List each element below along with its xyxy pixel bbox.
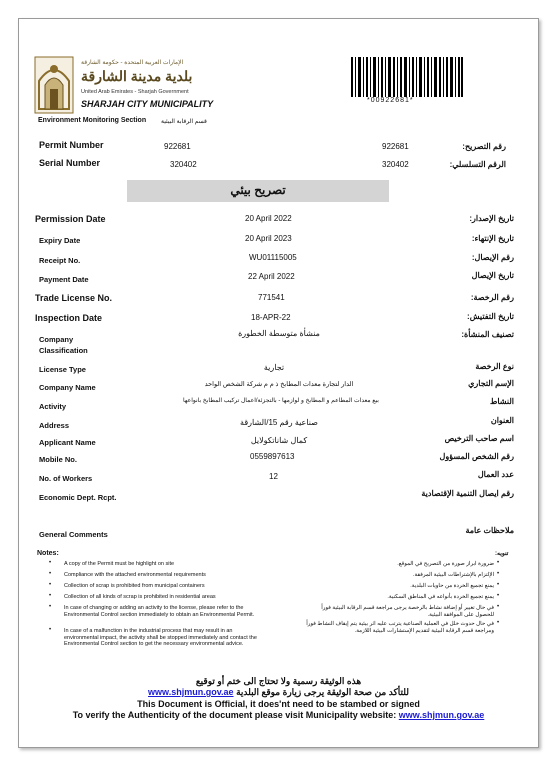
footer-verify-ar-text: للتأكد من صحة الوثيقة يرجى زيارة موقع البلدية — [236, 687, 409, 697]
activity-label: Activity — [39, 402, 67, 411]
municipality-logo-icon — [33, 53, 75, 115]
note-ar-item: في حال تغيير أو إضافة نشاط بالرخصة يرجى مراجعة قسم الرقابة البيئية فوراً للحصول على الموافقة البيئية. — [321, 605, 494, 618]
no-of-workers-label: No. of Workers — [39, 474, 93, 483]
note-bullet-icon: • — [497, 604, 500, 610]
company-classification-label-1: Company — [39, 335, 74, 344]
address-label-ar: العنوان — [490, 416, 514, 425]
org-name-en-line2: SHARJAH CITY MUNICIPALITY — [81, 99, 214, 109]
document-title: تصريح بيئي — [230, 183, 286, 197]
org-name-ar-line1: الإمارات العربية المتحدة - حكومة الشارقة — [81, 60, 184, 66]
serial-number-label: Serial Number — [39, 158, 101, 168]
no-of-workers-label-ar: عدد العمال — [477, 470, 514, 479]
permit-document — [18, 18, 539, 748]
inspection-date-label-ar: تاريخ التفتيش: — [467, 312, 514, 321]
trade-license-label: Trade License No. — [35, 293, 113, 303]
expiry-date-value: 20 April 2023 — [245, 234, 292, 243]
inspection-date-label: Inspection Date — [35, 313, 103, 323]
inspection-date-value: 18-APR-22 — [251, 313, 291, 322]
applicant-name-label-ar: اسم صاحب الترخيص — [444, 434, 514, 443]
payment-date-value: 22 April 2022 — [248, 272, 295, 281]
org-name-ar-line2: بلدية مدينة الشارقة — [81, 68, 193, 84]
notes-heading-ar: تنويه: — [495, 551, 509, 557]
company-classification-value: منشأة متوسطة الخطورة — [238, 329, 320, 338]
address-label: Address — [39, 421, 70, 430]
receipt-no-label: Receipt No. — [39, 256, 81, 265]
section-name-ar: قسم الرقابة البيئية — [161, 119, 207, 125]
expiry-date-label: Expiry Date — [39, 236, 81, 245]
footer-verify-ar — [19, 687, 538, 698]
note-en-item: In case of changing or adding an activity to the license, please refer to the Environmental Control section immediately to obtain an Environmental Permit. — [64, 605, 255, 618]
note-en-item: Collection of scrap is prohibited from municipal containers — [64, 583, 205, 589]
permission-date-label: Permission Date — [35, 214, 106, 224]
mobile-no-label: Mobile No. — [39, 455, 77, 464]
notes-heading: Notes: — [37, 550, 59, 557]
payment-date-label-ar: تاريخ الإيصال — [471, 271, 514, 280]
note-en-item: Collection of all kinds of scrap is prohibited in residential areas — [64, 594, 216, 600]
general-comments-label-ar: ملاحظات عامة — [465, 526, 514, 535]
company-name-value: الدار لتجارة معدات المطابخ ذ م م شركة الشخص الواحد — [204, 381, 354, 388]
note-bullet-icon: • — [49, 604, 52, 610]
payment-date-label: Payment Date — [39, 275, 89, 284]
note-bullet-icon: • — [49, 560, 52, 566]
expiry-date-label-ar: تاريخ الإنتهاء: — [471, 234, 514, 243]
address-value: صناعية رقم 15/الشارقة — [240, 418, 318, 427]
company-name-label-ar: الإسم التجاري — [468, 379, 514, 388]
company-classification-label-ar: تصنيف المنشأة: — [461, 330, 514, 339]
note-en-item: In case of a malfunction in the industrial process that may result in an environmental impact, the activity shall be stopped immediately and contact the Environmental Control section to get the necessary environmental advice. — [64, 628, 257, 647]
note-ar-item: الإلتزام بالإشتراطات البيئية المرفقة. — [412, 572, 494, 578]
company-name-label: Company Name — [39, 383, 96, 392]
license-type-label: License Type — [39, 365, 86, 374]
note-en-item: Compliance with the attached environmental requirements — [64, 572, 206, 578]
barcode-number: *00922681* — [367, 97, 414, 104]
economic-dept-rcpt-label: Economic Dept. Rcpt. — [39, 493, 117, 502]
note-bullet-icon: • — [497, 620, 500, 626]
permission-date-value: 20 April 2022 — [245, 214, 292, 223]
note-ar-item: ضرورة ابراز صورة من التصريح في الموقع. — [397, 561, 494, 567]
barcode-icon — [351, 57, 463, 97]
mobile-no-label-ar: رقم الشخص المسؤول — [439, 452, 514, 461]
note-ar-item: يمنع تجميع الخردة بأنواعه في المناطق السكنية. — [387, 594, 494, 600]
note-bullet-icon: • — [497, 560, 500, 566]
activity-value: بيع معدات المطاعم و المطابخ و لوازمها - بالتجزئة/اعمال تركيب المطابخ بانواعها — [183, 398, 379, 404]
applicant-name-value: كمال شاناتكولايل — [250, 436, 308, 445]
license-type-value: تجارية — [263, 363, 285, 372]
note-bullet-icon: • — [497, 582, 500, 588]
footer-official-ar: هذه الوثيقة رسمية ولا تحتاج الى ختم أو توقيع — [195, 676, 362, 686]
section-name-en: Environment Monitoring Section — [38, 117, 147, 124]
note-bullet-icon: • — [497, 593, 500, 599]
receipt-no-label-ar: رقم الإيصال: — [471, 253, 514, 262]
permission-date-label-ar: تاريخ الإصدار: — [469, 214, 514, 223]
note-bullet-icon: • — [49, 582, 52, 588]
note-ar-item: يمنع تجميع الخردة من حاويات البلدية. — [410, 583, 494, 589]
note-ar-item: في حال حدوث خلل في العملية الصناعية يترتب عليه اثر بيئية يتم إيقاف النشاط فوراً ومراجعة قسم الرقابة البيئية لتقديم الإستشارات البيئية اللازمة. — [306, 621, 494, 634]
note-bullet-icon: • — [497, 571, 500, 577]
footer-official-en: This Document is Official, it does'nt need to be stambed or signed — [137, 699, 420, 709]
license-type-label-ar: نوع الرخصة — [475, 362, 514, 371]
org-name-en-line1: United Arab Emirates - Sharjah Government — [81, 89, 189, 95]
mobile-no-value: 0559897613 — [250, 452, 295, 461]
general-comments-label: General Comments — [39, 530, 108, 539]
municipality-link-en[interactable]: www.shjmun.gov.ae — [398, 710, 485, 720]
no-of-workers-value: 12 — [269, 472, 278, 481]
permit-number-label: Permit Number — [39, 140, 104, 150]
municipality-link-ar[interactable]: www.shjmun.gov.ae — [148, 687, 234, 697]
trade-license-label-ar: رقم الرخصة: — [470, 293, 514, 302]
note-bullet-icon: • — [49, 627, 52, 633]
company-classification-label-2: Classification — [39, 346, 88, 355]
note-bullet-icon: • — [49, 571, 52, 577]
receipt-no-value: WU01115005 — [249, 253, 297, 262]
footer-verify-en-text: To verify the Authenticity of the document please visit Municipality website: — [72, 710, 397, 720]
trade-license-value: 771541 — [258, 293, 285, 302]
activity-label-ar: النشاط — [489, 397, 514, 406]
permit-number-value-ar: 922681 — [382, 142, 409, 151]
note-bullet-icon: • — [49, 593, 52, 599]
permit-number-label-ar: رقم التصريح: — [462, 142, 506, 151]
serial-number-value: 320402 — [170, 160, 197, 169]
permit-number-value: 922681 — [164, 142, 191, 151]
economic-dept-rcpt-label-ar: رقم ايصال التنمية الإقتصادية — [421, 489, 514, 498]
serial-number-label-ar: الرقم التسلسلي: — [449, 160, 506, 169]
footer-verify-en — [19, 710, 538, 720]
serial-number-value-ar: 320402 — [382, 160, 409, 169]
note-en-item: A copy of the Permit must be highlight on site — [64, 561, 175, 567]
applicant-name-label: Applicant Name — [39, 438, 96, 447]
